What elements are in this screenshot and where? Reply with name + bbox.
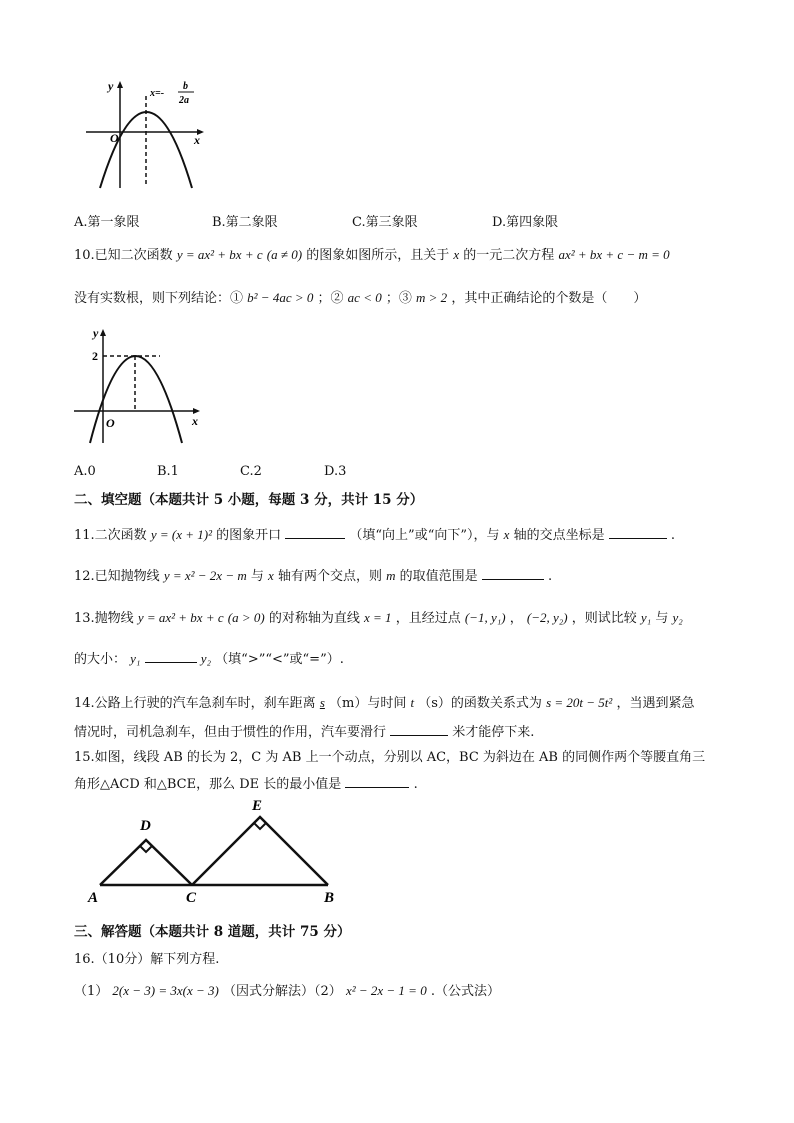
q13-point-2: (−2, y₂): [526, 610, 568, 625]
q14-s: s: [319, 695, 325, 710]
q9-option-c: C.第三象限: [352, 215, 418, 230]
q13-blank[interactable]: [145, 650, 197, 663]
q9-option-a: A.第一象限: [74, 215, 140, 230]
q14-text-d: ，当遇到紧急: [616, 696, 695, 711]
y-axis-arrow: [100, 329, 106, 336]
q12-var: x: [268, 568, 274, 583]
section-3-heading: 三、解答题（本题共计 8 道题，共计 75 分）: [74, 924, 351, 940]
q10-line2-intro: 没有实数根，则下列结论：①: [74, 291, 244, 306]
q12-intro: 12.已知抛物线: [74, 569, 160, 584]
q10-text-b: 的图象如图所示，且关于: [306, 248, 450, 263]
q10-conclusion-1: b² − 4ac > 0: [247, 290, 314, 305]
q14-line2: [74, 721, 534, 740]
q13-line1: [74, 607, 683, 626]
q13-point-1: (−1, y₁): [464, 610, 506, 625]
q11-var: x: [503, 527, 510, 542]
point-c-label: C: [186, 890, 197, 906]
q15-line1: 15.如图，线段 AB 的长为 2，C 为 AB 上一个动点，分别以 AC，BC 为斜边在 AB 的同侧作两个等腰直角三: [74, 750, 706, 765]
q10-sep-1: ；②: [317, 291, 344, 306]
q11-blank-2[interactable]: [609, 526, 667, 539]
q13-intro: 13.抛物线: [74, 611, 134, 626]
q14-text-b: （m）与时间: [329, 696, 407, 711]
q10-var: x: [453, 247, 460, 262]
q14-t: t: [410, 695, 415, 710]
axis-eq-den: 2a: [179, 95, 189, 106]
q10-function: y = ax² + bx + c: [176, 247, 263, 262]
q14-blank[interactable]: [390, 723, 448, 736]
q15-line2: [74, 773, 418, 792]
origin-label: O: [110, 131, 119, 145]
q12-text-b: 与: [250, 569, 264, 584]
q13-sep: ，: [509, 611, 523, 626]
q10-conclusion-3: m > 2: [416, 290, 448, 305]
q10-text-c: 的一元二次方程: [463, 248, 555, 263]
y-label: y: [93, 326, 99, 340]
q10-option-b: B.1: [157, 464, 179, 479]
q14-line2-intro: 情况时，司机急刹车，但由于惯性的作用，汽车要滑行: [74, 725, 387, 740]
q10-option-c: C.2: [240, 464, 262, 479]
q13-text-b: 的对称轴为直线: [268, 611, 360, 626]
q13-text-c: ，且经过点: [395, 611, 461, 626]
q11-blank-1[interactable]: [285, 526, 345, 539]
q15-line2-end: .: [413, 777, 418, 792]
q13-text-e: 与: [655, 611, 669, 626]
point-e-label: E: [252, 798, 263, 814]
x-label: x: [194, 133, 200, 147]
axis-eq-label: x=-: [150, 88, 165, 99]
q11-end: .: [670, 528, 675, 543]
q14-function: s = 20t − 5t²: [546, 695, 613, 710]
y-label: y: [108, 79, 114, 93]
q16-part2-label: （因式分解法）（2）: [223, 984, 342, 999]
q15-blank[interactable]: [345, 775, 409, 788]
q13-line2: [74, 648, 344, 667]
point-a-label: A: [88, 890, 99, 906]
point-b-label: B: [324, 890, 335, 906]
q16-part2-equation: x² − 2x − 1 = 0: [345, 983, 427, 998]
section-2-heading: 二、填空题（本题共计 5 小题，每题 3 分，共计 15 分）: [74, 492, 424, 508]
q12-blank[interactable]: [482, 567, 544, 580]
q11-text-c: （填“向上”或“向下”），与: [349, 528, 500, 543]
q9-option-d: D.第四象限: [492, 215, 559, 230]
q11-text-d: 轴的交点坐标是: [513, 528, 605, 543]
q16-part1-label: （1）: [74, 984, 109, 999]
q13-y2: y₂: [672, 610, 683, 625]
q13-line2-y2: y₂: [200, 651, 212, 666]
q10-sep-2: ；③: [385, 291, 412, 306]
q12-line: [74, 565, 552, 584]
q15-triangles-figure: [84, 796, 344, 908]
q11-text-b: 的图象开口: [216, 528, 282, 543]
q16-part1-equation: 2(x − 3) = 3x(x − 3): [112, 983, 219, 998]
q13-function: y = ax² + bx + c: [137, 610, 224, 625]
q11-intro: 11.二次函数: [74, 528, 147, 543]
q14-intro: 14.公路上行驶的汽车急刹车时，刹车距离: [74, 696, 316, 711]
q11-line: [74, 524, 675, 543]
point-d-label: D: [140, 818, 151, 834]
q14-line2-end: 米才能停下来.: [452, 725, 535, 740]
q12-function: y = x² − 2x − m: [163, 568, 247, 583]
q10-equation: ax² + bx + c − m = 0: [558, 247, 670, 262]
q12-text-c: 轴有两个交点，则: [277, 569, 382, 584]
q10-conclusion-2: ac < 0: [347, 290, 382, 305]
q12-end: .: [547, 569, 553, 584]
q12-m: m: [386, 568, 396, 583]
triangle-bce: [192, 817, 328, 885]
q13-y1: y₁: [640, 610, 652, 625]
q12-text-d: 的取值范围是: [399, 569, 478, 584]
q13-line2-intro: 的大小：: [74, 652, 127, 667]
q9-parabola-figure: [80, 76, 210, 191]
q10-question-end: ，其中正确结论的个数是（ ）: [451, 291, 647, 306]
q13-condition: (a > 0): [227, 610, 265, 625]
q10-parabola-figure: [72, 323, 204, 445]
q13-text-d: ，则试比较: [571, 611, 637, 626]
y-axis-arrow: [117, 81, 123, 88]
q13-axis: x = 1: [364, 610, 392, 625]
q13-line2-y1: y₁: [130, 651, 141, 666]
q16-title: 16.（10分）解下列方程.: [74, 952, 220, 967]
right-angle-mark-d: [140, 846, 152, 852]
q10-intro: 10.已知二次函数: [74, 248, 173, 263]
q16-parts: [74, 980, 500, 999]
origin-label: O: [106, 416, 115, 430]
q10-condition: (a ≠ 0): [266, 247, 303, 262]
x-label: x: [192, 414, 198, 428]
q13-line2-end: （填“>”“<”或“=”）.: [215, 652, 344, 667]
parabola-curve: [90, 356, 182, 443]
q16-part2-method: .（公式法）: [430, 984, 500, 999]
q9-option-b: B.第二象限: [212, 215, 278, 230]
q10-option-a: A.0: [74, 464, 96, 479]
q11-function: y = (x + 1)²: [150, 527, 212, 542]
q10-line2: [74, 287, 646, 306]
q15-line2-text: 角形△ACD 和△BCE，那么 DE 长的最小值是: [74, 777, 342, 792]
axis-eq-num: b: [183, 81, 188, 92]
q10-line1: [74, 244, 670, 263]
q14-text-c: （s）的函数关系式为: [418, 696, 542, 711]
right-angle-mark-e: [254, 823, 266, 829]
q10-option-d: D.3: [324, 464, 347, 479]
q14-line1: [74, 692, 694, 711]
triangle-acd: [100, 840, 192, 885]
vertex-y-label: 2: [92, 349, 98, 363]
